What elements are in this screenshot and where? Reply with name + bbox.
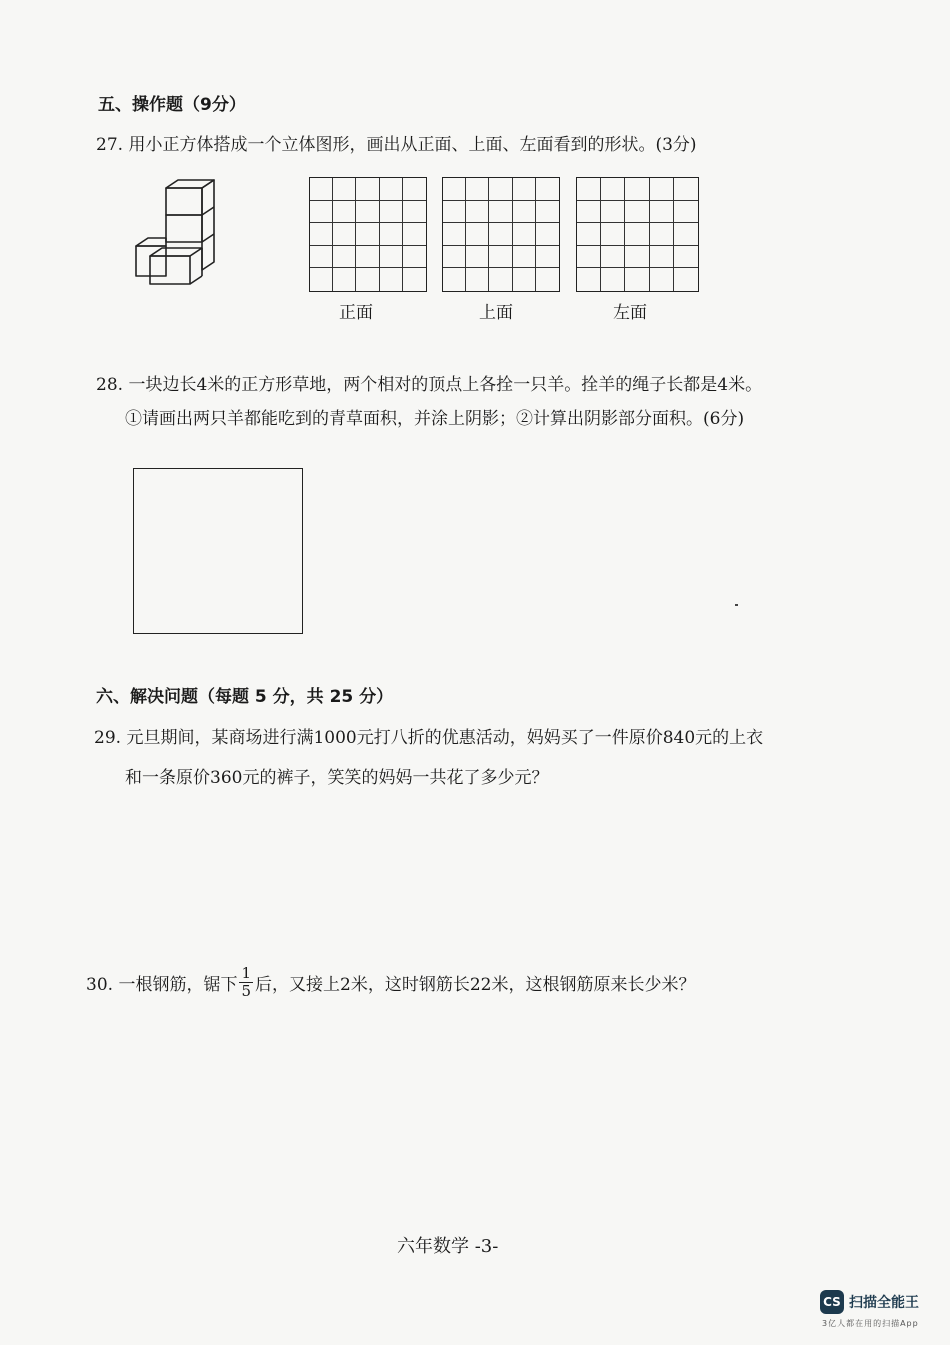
- page-footer: 六年数学 -3-: [397, 1236, 499, 1257]
- watermark-brand: 扫描全能王: [849, 1295, 919, 1311]
- camscanner-logo-icon: CS: [820, 1290, 844, 1314]
- cube-stack-figure: [128, 174, 228, 290]
- section-five-title: 五、操作题（9分）: [98, 95, 246, 115]
- grid-left-view[interactable]: [576, 177, 699, 292]
- square-grassland-figure[interactable]: [133, 468, 303, 634]
- fraction-denominator: 5: [241, 982, 251, 1000]
- label-left-view: 左面: [613, 303, 647, 323]
- question-27-text: 27. 用小正方体搭成一个立体图形，画出从正面、上面、左面看到的形状。(3分): [96, 135, 697, 155]
- question-29-line2: 和一条原价360元的裤子，笑笑的妈妈一共花了多少元？: [125, 768, 549, 788]
- question-30-after: 后，又接上2米，这时钢筋长22米，这根钢筋原来长少米？: [255, 975, 696, 995]
- question-29-line1: 29. 元旦期间，某商场进行满1000元打八折的优惠活动，妈妈买了一件原价840元的上衣: [94, 728, 764, 748]
- grid-top-view[interactable]: [442, 177, 560, 292]
- question-28-line1: 28. 一块边长4米的正方形草地，两个相对的顶点上各拴一只羊。拴羊的绳子长都是4米。: [96, 375, 763, 395]
- fraction-numerator: 1: [241, 964, 251, 982]
- question-30-before: 30. 一根钢筋，锯下: [86, 975, 238, 995]
- section-six-title: 六、解决问题（每题 5 分，共 25 分）: [96, 687, 394, 707]
- stray-mark: [735, 604, 738, 606]
- question-30: [86, 966, 695, 999]
- watermark-slogan: 3亿人都在用的扫描App: [822, 1319, 919, 1328]
- label-front-view: 正面: [339, 303, 373, 323]
- grid-front-view[interactable]: [309, 177, 427, 292]
- fraction-one-fifth: [239, 966, 253, 999]
- scanner-watermark: [820, 1290, 919, 1314]
- question-28-line2: ①请画出两只羊都能吃到的青草面积，并涂上阴影；②计算出阴影部分面积。(6分): [125, 409, 745, 429]
- label-top-view: 上面: [479, 303, 513, 323]
